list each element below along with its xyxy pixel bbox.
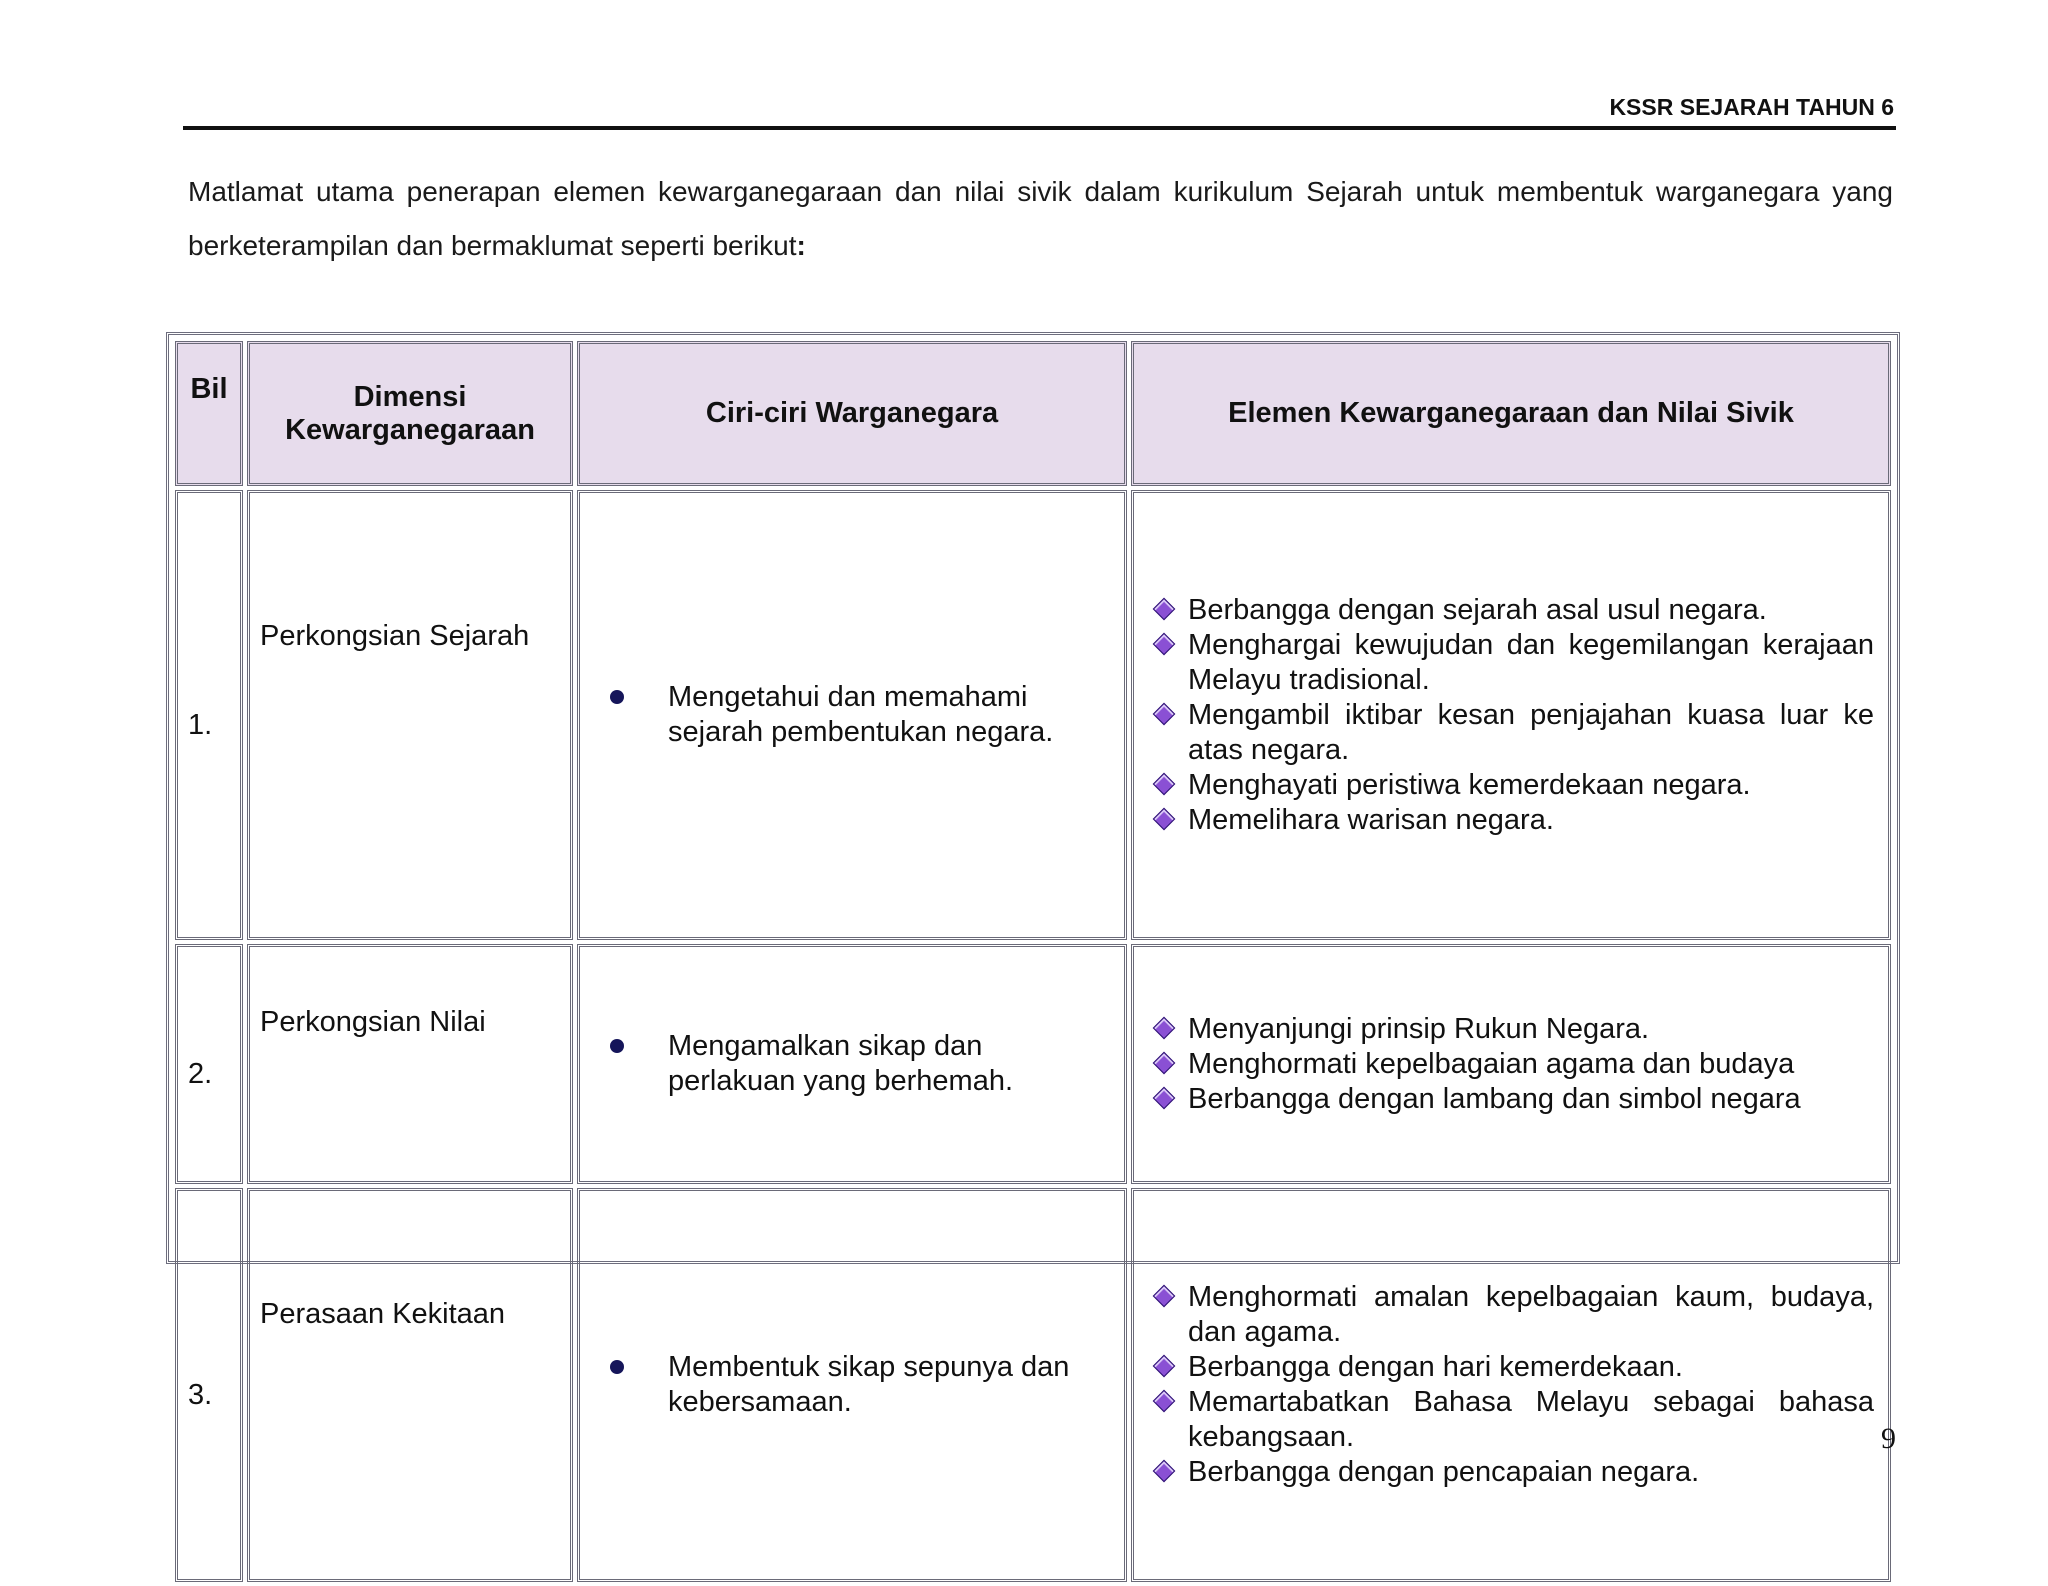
list-item: Memartabatkan Bahasa Melayu sebagai bahasa kebangsaan. (1152, 1385, 1874, 1455)
ciri-item (610, 680, 1106, 750)
ciri-item (610, 1350, 1106, 1420)
row-dimensi: Perasaan Kekitaan (247, 1188, 573, 1582)
ciri-text: Mengamalkan sikap dan perlakuan yang berhemah. (668, 1030, 1014, 1097)
list-item: Memelihara warisan negara. (1152, 803, 1874, 838)
row-dimensi: Perkongsian Sejarah (247, 490, 573, 940)
header-title: KSSR SEJARAH TAHUN 6 (1609, 94, 1894, 120)
row-elemen (1131, 490, 1891, 940)
row-elemen (1131, 944, 1891, 1184)
table-row (175, 490, 1891, 940)
list-item: Menghormati amalan kepelbagaian kaum, budaya, dan agama. (1152, 1280, 1874, 1350)
row-ciri (577, 1188, 1127, 1582)
diamond-bullet-icon (1152, 1459, 1176, 1483)
header-ciri: Ciri-ciri Warganegara (577, 341, 1127, 486)
diamond-bullet-icon (1152, 632, 1176, 656)
row-ciri (577, 944, 1127, 1184)
header-dimensi: Dimensi Kewarganegaraan (247, 341, 573, 486)
row-elemen (1131, 1188, 1891, 1582)
list-item: Berbangga dengan sejarah asal usul negara. (1152, 593, 1874, 628)
ciri-item (610, 1029, 1106, 1099)
header-bil: Bil (175, 341, 243, 486)
elemen-list (1152, 593, 1874, 838)
diamond-bullet-icon (1152, 1284, 1176, 1308)
row-dimensi: Perkongsian Nilai (247, 944, 573, 1184)
intro-text: Matlamat utama penerapan elemen kewarganegaraan dan nilai sivik dalam kurikulum Sejarah untuk membentuk warganegara yang berketerampilan dan bermaklumat seperti berikut (188, 176, 1893, 261)
dot-bullet-icon (610, 1360, 624, 1374)
diamond-bullet-icon (1152, 1086, 1176, 1110)
row-ciri (577, 490, 1127, 940)
list-item: Menghormati kepelbagaian agama dan budaya (1152, 1047, 1874, 1082)
ciri-text: Mengetahui dan memahami sejarah pembentukan negara. (668, 681, 1054, 748)
list-item: Menyanjungi prinsip Rukun Negara. (1152, 1012, 1874, 1047)
header-elemen: Elemen Kewarganegaraan dan Nilai Sivik (1131, 341, 1891, 486)
diamond-bullet-icon (1152, 702, 1176, 726)
header-rule (183, 126, 1896, 130)
citizenship-table-grid (171, 337, 1895, 1586)
citizenship-table (166, 332, 1900, 1488)
row-bil: 3. (175, 1188, 243, 1582)
diamond-bullet-icon (1152, 807, 1176, 831)
diamond-bullet-icon (1152, 597, 1176, 621)
list-item: Menghayati peristiwa kemerdekaan negara. (1152, 768, 1874, 803)
page-number: 9 (1881, 1422, 1896, 1455)
intro-colon: : (796, 230, 806, 261)
list-item: Berbangga dengan hari kemerdekaan. (1152, 1350, 1874, 1385)
diamond-bullet-icon (1152, 772, 1176, 796)
dot-bullet-icon (610, 1039, 624, 1053)
ciri-text: Membentuk sikap sepunya dan kebersamaan. (668, 1351, 1070, 1418)
list-item: Berbangga dengan lambang dan simbol negara (1152, 1082, 1874, 1117)
intro-paragraph (188, 165, 1893, 273)
row-bil: 1. (175, 490, 243, 940)
table-header-row (175, 341, 1891, 486)
elemen-list (1152, 1280, 1874, 1490)
table-row (175, 944, 1891, 1184)
dot-bullet-icon (610, 690, 624, 704)
row-bil: 2. (175, 944, 243, 1184)
list-item: Mengambil iktibar kesan penjajahan kuasa luar ke atas negara. (1152, 698, 1874, 768)
diamond-bullet-icon (1152, 1389, 1176, 1413)
list-item: Menghargai kewujudan dan kegemilangan kerajaan Melayu tradisional. (1152, 628, 1874, 698)
table-row (175, 1188, 1891, 1582)
diamond-bullet-icon (1152, 1016, 1176, 1040)
list-item: Berbangga dengan pencapaian negara. (1152, 1455, 1874, 1490)
diamond-bullet-icon (1152, 1051, 1176, 1075)
elemen-list (1152, 1012, 1874, 1117)
diamond-bullet-icon (1152, 1354, 1176, 1378)
